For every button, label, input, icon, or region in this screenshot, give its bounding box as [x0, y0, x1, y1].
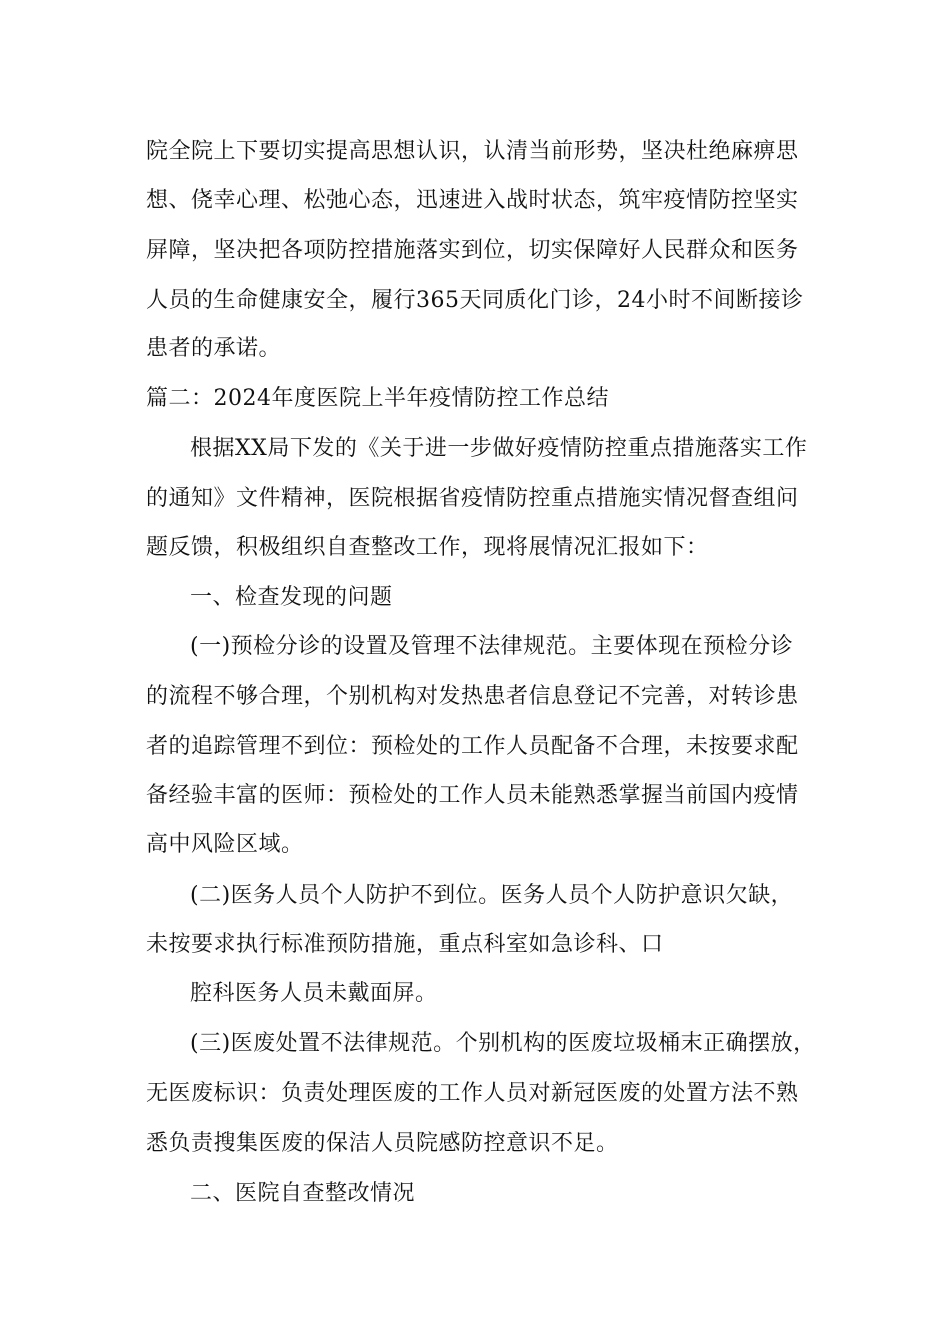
text-line: 高中风险区域。: [146, 832, 304, 857]
text-line: 悉负责搜集医废的保洁人员院感防控意识不足。: [146, 1131, 619, 1156]
text-line: 者的追踪管理不到位：预检处的工作人员配备不合理，未按要求配: [146, 734, 799, 759]
text-line: 人员的生命健康安全，履行365天同质化门诊，24小时不间断接诊: [146, 288, 804, 313]
text-line: (三)医废处置不法律规范。个别机构的医废垃圾桶末正确摆放，: [190, 1031, 816, 1056]
text-line: 腔科医务人员未戴面屏。: [190, 981, 438, 1006]
text-line: 的通知》文件精神，医院根据省疫情防控重点措施实情况督查组问: [146, 486, 799, 511]
text-line: 患者的承诺。: [146, 336, 282, 361]
text-line: 的流程不够合理，个别机构对发热患者信息登记不完善，对转诊患: [146, 684, 799, 709]
text-line: 屏障，坚决把各项防控措施落实到位，切实保障好人民群众和医务: [146, 238, 799, 263]
text-line: 想、侥幸心理、松弛心态，迅速进入战时状态，筑牢疫情防控坚实: [146, 188, 799, 213]
text-line: 备经验丰富的医师：预检处的工作人员未能熟悉掌握当前国内疫情: [146, 783, 799, 808]
text-line: 未按要求执行标准预防措施，重点科室如急诊科、口: [146, 932, 664, 957]
text-line: 院全院上下要切实提高思想认识，认清当前形势，坚决杜绝麻痹思: [146, 139, 799, 164]
subsection-heading: 一、检查发现的问题: [190, 585, 393, 610]
text-line: (二)医务人员个人防护不到位。医务人员个人防护意识欠缺，: [190, 883, 794, 908]
subsection-heading: 二、医院自查整改情况: [190, 1181, 416, 1206]
text-line: (一)预检分诊的设置及管理不法律规范。主要体现在预检分诊: [190, 634, 794, 659]
text-line: 无医废标识：负责处理医废的工作人员对新冠医废的处置方法不熟: [146, 1081, 799, 1106]
text-line: 根据XX局下发的《关于进一步做好疫情防控重点措施落实工作: [190, 436, 808, 461]
section-heading: 篇二：2024年度医院上半年疫情防控工作总结: [146, 386, 609, 411]
text-line: 题反馈，积极组织自查整改工作，现将展情况汇报如下：: [146, 535, 709, 560]
